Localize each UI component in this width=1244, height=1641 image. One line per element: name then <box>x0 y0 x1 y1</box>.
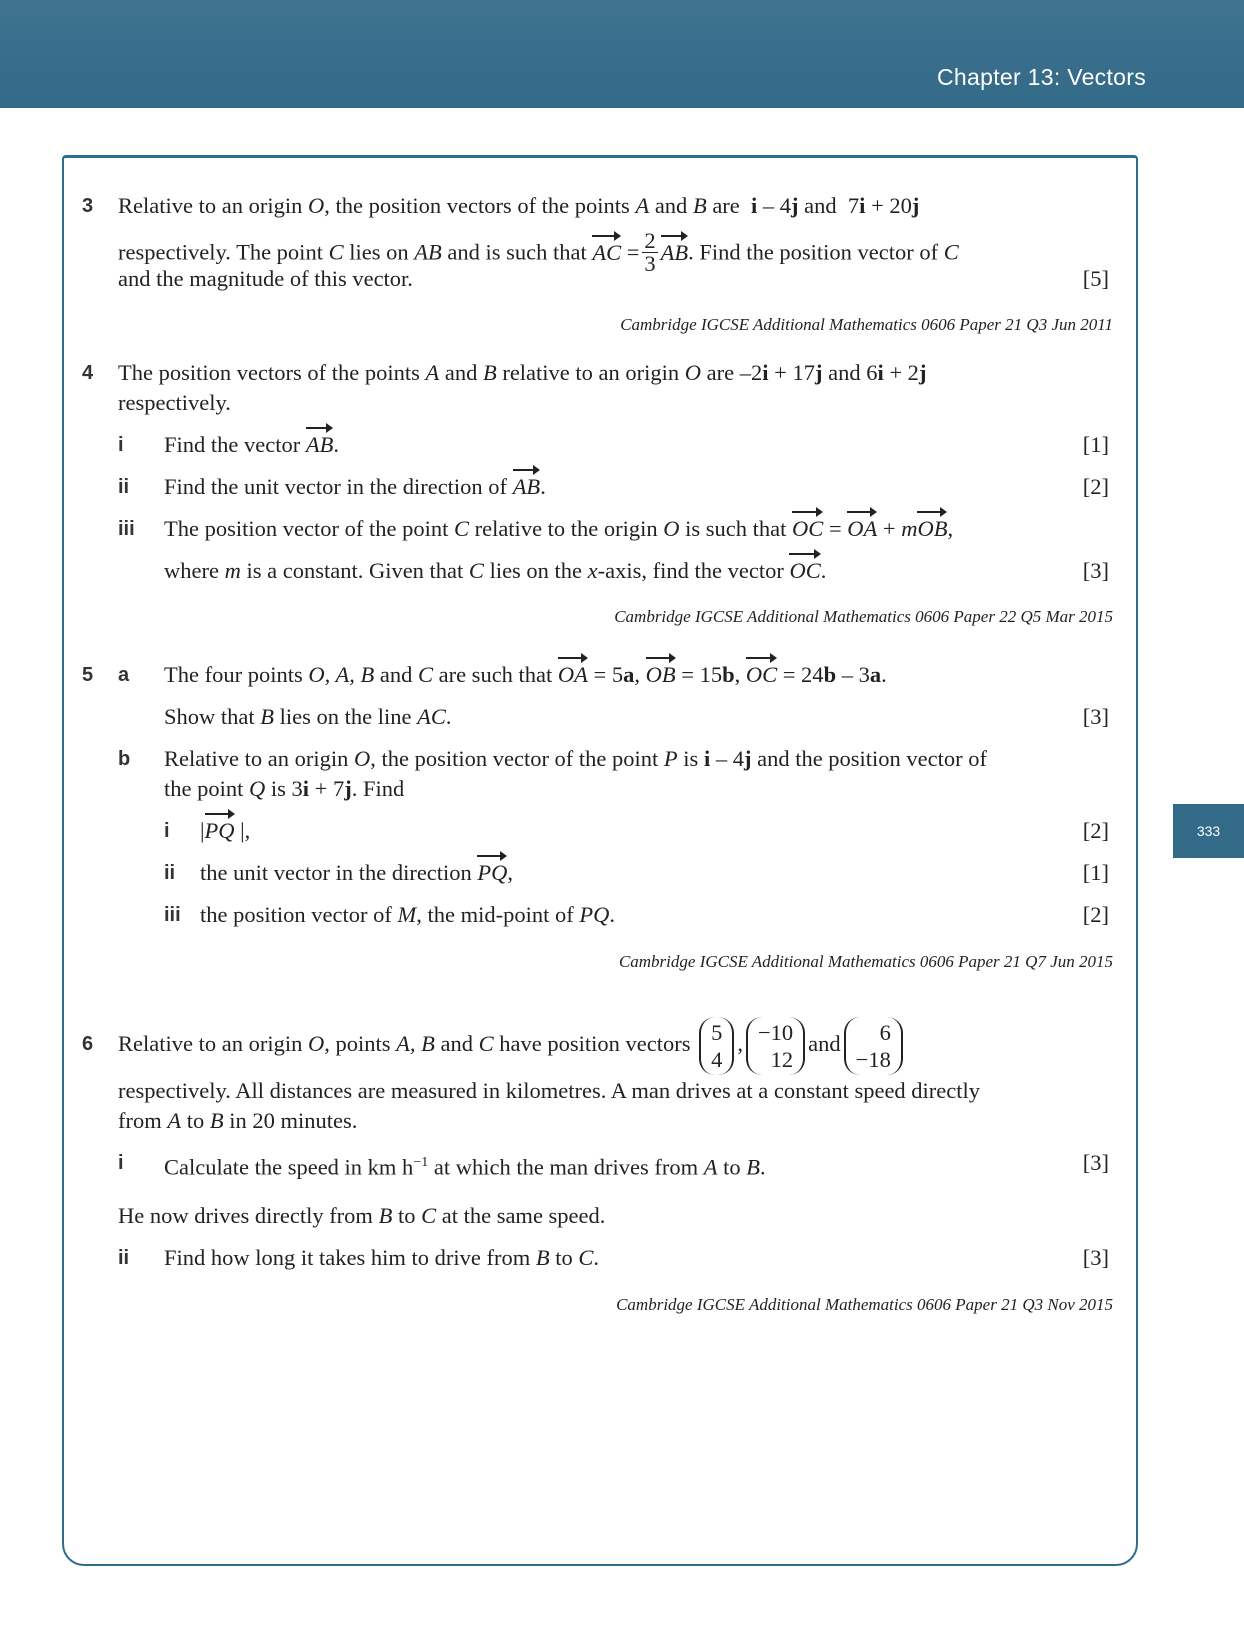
subpart-label: i <box>164 820 170 842</box>
chapter-banner <box>0 0 1244 108</box>
question-text: respectively. <box>118 390 231 415</box>
part-text: Find the unit vector in the direction of AB. <box>164 472 546 502</box>
marks: [3] <box>1082 558 1109 583</box>
subpart-text: the unit vector in the direction PQ, <box>200 858 513 888</box>
vector-ab: AB <box>661 238 689 268</box>
question-number: 5 <box>82 664 94 686</box>
subpart-text: |PQ |, <box>200 816 250 846</box>
source-citation: Cambridge IGCSE Additional Mathematics 0606 Paper 21 Q3 Nov 2015 <box>616 1295 1113 1314</box>
part-label: i <box>118 1152 124 1174</box>
column-vector-b: −10 12 <box>746 1017 805 1075</box>
question-number: 3 <box>82 195 94 217</box>
marks: [2] <box>1082 902 1109 927</box>
part-text: The four points O, A, B and C are such that OA = 5a, OB = 15b, OC = 24b – 3a. <box>164 660 887 690</box>
part-label: i <box>118 434 124 456</box>
fraction: $\frac{2}{3}$ <box>644 228 656 276</box>
part-text: Find the vector AB. <box>164 430 339 460</box>
question-text: He now drives directly from B to C at the same speed. <box>118 1203 606 1228</box>
subpart-label: iii <box>164 904 181 926</box>
source-citation: Cambridge IGCSE Additional Mathematics 0606 Paper 22 Q5 Mar 2015 <box>614 607 1113 626</box>
question-number: 6 <box>82 1033 94 1055</box>
chapter-title: Chapter 13: Vectors <box>937 64 1146 90</box>
source-citation: Cambridge IGCSE Additional Mathematics 0606 Paper 21 Q7 Jun 2015 <box>618 952 1113 971</box>
part-text: where m is a constant. Given that C lies on the x-axis, find the vector OC. <box>164 556 826 586</box>
question-number: 4 <box>82 362 94 384</box>
subpart-label: ii <box>164 862 176 884</box>
question-text: from A to B in 20 minutes. <box>118 1108 358 1133</box>
marks: [1] <box>1082 432 1109 457</box>
subpart-text: the position vector of M, the mid-point of PQ. <box>200 902 615 927</box>
column-vector-c: 6 −18 <box>844 1017 903 1075</box>
part-text: Calculate the speed in km $h^{-1}$ at which the man drives from A to B. <box>164 1154 766 1180</box>
question-text: Relative to an origin O, points A, B and C have position vectors 5 4 , −10 12 and 6 −18 <box>118 1010 906 1078</box>
question-text: respectively. All distances are measured in kilometres. A man drives at a constant speed directly <box>118 1078 981 1103</box>
part-label: ii <box>118 476 130 498</box>
marks: [5] <box>1082 266 1109 291</box>
page-number: 333 <box>1173 804 1244 858</box>
question-text: The position vectors of the points A and B relative to an origin O are –2i + 17j and 6i + 2j <box>118 360 927 385</box>
marks: [3] <box>1082 1245 1109 1270</box>
marks: [1] <box>1082 860 1109 885</box>
question-text: Relative to an origin O, the position vectors of the points A and B are i – 4j and 7i + 20j <box>118 193 920 218</box>
marks: [3] <box>1082 1150 1109 1175</box>
marks: [3] <box>1082 704 1109 729</box>
source-citation: Cambridge IGCSE Additional Mathematics 0606 Paper 21 Q3 Jun 2011 <box>620 315 1113 334</box>
part-text: Show that B lies on the line AC. <box>164 704 452 729</box>
part-text: The position vector of the point C relative to the origin O is such that OC = OA + mOB, <box>164 514 953 544</box>
question-text: respectively. The point C lies on AB and is such that AC = $\frac{2}{3}$ AB. Find the position vector of C <box>118 228 959 276</box>
part-text: Find how long it takes him to drive from B to C. <box>164 1245 599 1270</box>
part-label: b <box>118 748 131 770</box>
part-text: Relative to an origin O, the position vector of the point P is i – 4j and the position vector of <box>164 746 988 771</box>
part-text: the point Q is 3i + 7j. Find <box>164 776 405 801</box>
marks: [2] <box>1082 474 1109 499</box>
column-vector-a: 5 4 <box>699 1017 734 1075</box>
question-text: and the magnitude of this vector. <box>118 266 413 291</box>
vector-ac: AC <box>592 238 621 268</box>
marks: [2] <box>1082 818 1109 843</box>
part-label: a <box>118 664 130 686</box>
part-label: iii <box>118 518 135 540</box>
part-label: ii <box>118 1247 130 1269</box>
